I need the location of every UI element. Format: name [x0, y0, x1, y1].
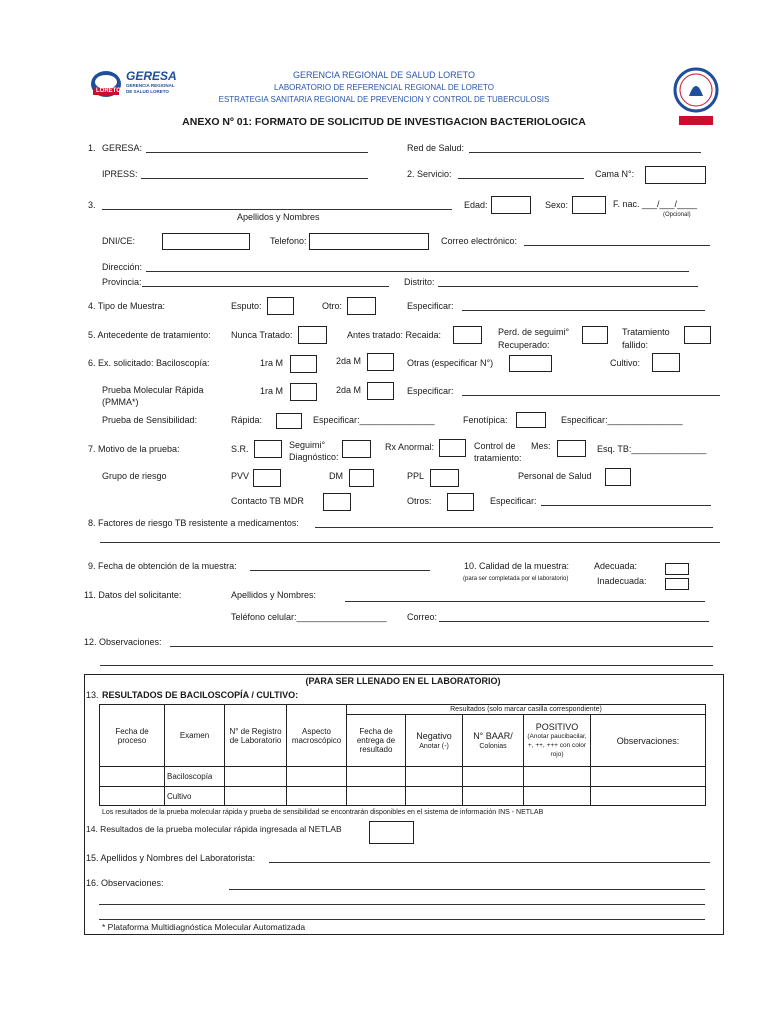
- pvv-checkbox[interactable]: [253, 469, 281, 487]
- cell[interactable]: [225, 787, 287, 806]
- ppl-checkbox[interactable]: [430, 469, 459, 487]
- row-cultivo: Cultivo: [165, 787, 225, 806]
- personal-salud-label: Personal de Salud: [518, 471, 592, 481]
- factores-field-1[interactable]: [315, 527, 713, 528]
- col-fecha-entrega: Fecha de entrega de resultado: [347, 715, 406, 767]
- cell[interactable]: [347, 767, 406, 787]
- fenotipica-especificar: Especificar:_______________: [561, 415, 683, 425]
- edad-box[interactable]: [491, 196, 531, 214]
- fallido-label-2: fallido:: [622, 340, 649, 350]
- observaciones-label: 12. Observaciones:: [84, 637, 162, 647]
- otro-checkbox[interactable]: [347, 297, 376, 315]
- rapida-checkbox[interactable]: [276, 413, 302, 429]
- seguimiento-label-1: Seguimi°: [289, 440, 326, 450]
- baar-label: N° BAAR/: [473, 731, 513, 741]
- solicitante-nombres-field[interactable]: [345, 601, 705, 602]
- lab-observaciones-label: 16. Observaciones:: [86, 878, 164, 888]
- cultivo-label: Cultivo:: [610, 358, 641, 368]
- dm-checkbox[interactable]: [349, 469, 374, 487]
- dm-label: DM: [329, 471, 343, 481]
- baar-sub: Colonias: [479, 743, 507, 750]
- mes-box[interactable]: [557, 440, 586, 457]
- geresa-field[interactable]: [146, 152, 368, 153]
- fallido-label-1: Tratamiento: [622, 327, 670, 337]
- r4-especificar-label: Especificar:: [407, 301, 454, 311]
- correo-field[interactable]: [524, 245, 710, 246]
- observaciones-field-1[interactable]: [170, 646, 713, 647]
- rx-checkbox[interactable]: [439, 439, 466, 457]
- calidad-label: 10. Calidad de la muestra:: [464, 561, 570, 571]
- r4-especificar-field[interactable]: [462, 310, 705, 311]
- bac-2da-label: 2da M: [336, 356, 362, 366]
- col-negativo: [406, 715, 463, 767]
- cama-box[interactable]: [645, 166, 706, 184]
- logo-sub1: GERENCIA REGIONAL: [126, 83, 175, 88]
- esputo-checkbox[interactable]: [267, 297, 294, 315]
- ex-solicitado-label: 6. Ex. solicitado: Baciloscopía:: [88, 358, 210, 368]
- ipress-field[interactable]: [141, 178, 368, 179]
- red-salud-field[interactable]: [469, 152, 701, 153]
- fallido-checkbox[interactable]: [684, 326, 711, 344]
- perdida-label-2: Recuperado:: [498, 340, 550, 350]
- pmr-especificar-label: Especificar:: [407, 386, 454, 396]
- sr-label: S.R.: [231, 444, 249, 454]
- bac-1ra-checkbox[interactable]: [290, 355, 317, 373]
- nunca-tratado-label: Nunca Tratado:: [231, 330, 293, 340]
- provincia-field[interactable]: [142, 286, 389, 287]
- bac-1ra-label: 1ra M: [260, 358, 284, 368]
- col-positivo: [524, 715, 591, 767]
- negativo-sub: Anotar (-): [419, 743, 449, 750]
- cell[interactable]: [524, 767, 591, 787]
- netlab-note: Los resultados de la prueba molecular rápida y prueba de sensibilidad se encontrarán disponibles en el sistema de información INS - NETLAB: [102, 809, 544, 816]
- cell[interactable]: [406, 787, 463, 806]
- cell[interactable]: [524, 787, 591, 806]
- factores-field-2[interactable]: [100, 542, 720, 543]
- col-fecha-proceso: Fecha de proceso: [100, 705, 165, 767]
- contacto-label: Contacto TB MDR: [231, 496, 304, 506]
- seguimiento-label-2: Diagnóstico:: [289, 452, 339, 462]
- results-table: [99, 704, 706, 806]
- servicio-label: 2. Servicio:: [407, 169, 452, 179]
- r3-num: 3.: [88, 200, 96, 210]
- personal-salud-checkbox[interactable]: [605, 468, 631, 486]
- recaida-checkbox[interactable]: [453, 326, 482, 344]
- perdida-label-1: Perd. de seguimi°: [498, 327, 570, 337]
- otros-label: Otros:: [407, 496, 432, 506]
- sexo-box[interactable]: [572, 196, 606, 214]
- apellidos-caption: Apellidos y Nombres: [237, 212, 320, 222]
- solicitante-correo-label: Correo:: [407, 612, 438, 622]
- pvv-label: PVV: [231, 471, 250, 481]
- cell[interactable]: [591, 767, 706, 787]
- red-salud-label: Red de Salud:: [407, 143, 465, 153]
- positivo-label: POSITIVO: [535, 722, 579, 732]
- pmr-label-2: (PMMA*): [102, 397, 139, 407]
- telefono-box[interactable]: [309, 233, 429, 250]
- mes-label: Mes:: [531, 441, 551, 451]
- positivo-sub: (Anotar paucibacilar, +, ++, +++ con color rojo): [527, 733, 587, 758]
- opcional-note: (Opcional): [663, 212, 691, 218]
- seguimiento-checkbox[interactable]: [342, 440, 371, 458]
- inadecuada-checkbox[interactable]: [665, 578, 689, 590]
- direccion-field[interactable]: [146, 271, 689, 272]
- fenotipica-label: Fenotípica:: [463, 415, 508, 425]
- r13-num: 13.: [86, 690, 99, 700]
- cell[interactable]: [100, 787, 165, 806]
- sensibilidad-label: Prueba de Sensibilidad:: [102, 415, 198, 425]
- header-line-1: GERENCIA REGIONAL DE SALUD LORETO: [292, 70, 476, 80]
- fecha-obtencion-field[interactable]: [250, 570, 430, 571]
- nunca-tratado-checkbox[interactable]: [298, 326, 327, 344]
- esquema-label: Esq. TB:_______________: [597, 444, 707, 454]
- pmr-label-1: Prueba Molecular Rápida: [102, 385, 204, 395]
- adecuada-checkbox[interactable]: [665, 563, 689, 575]
- row-baciloscopia: Baciloscopía: [165, 767, 225, 787]
- pmr-2da-checkbox[interactable]: [367, 382, 394, 400]
- fnac-label: F. nac. ___/___/____: [613, 199, 698, 209]
- inadecuada-label: Inadecuada:: [597, 576, 647, 586]
- dni-box[interactable]: [162, 233, 250, 250]
- esputo-label: Esputo:: [231, 301, 262, 311]
- cell[interactable]: [100, 767, 165, 787]
- calidad-sub: (para ser completada por el laboratorio): [463, 576, 569, 582]
- results-header: Resultados (solo marcar casilla correspondiente): [347, 705, 706, 715]
- cultivo-checkbox[interactable]: [652, 353, 680, 372]
- pmr-2da-label: 2da M: [336, 385, 362, 395]
- fecha-obtencion-label: 9. Fecha de obtención de la muestra:: [88, 561, 237, 571]
- col-registro: N° de Registro de Laboratorio: [225, 705, 287, 767]
- observaciones-field-2[interactable]: [100, 665, 713, 666]
- factores-label: 8. Factores de riesgo TB resistente a medicamentos:: [88, 518, 299, 528]
- col-aspecto: Aspecto macroscópico: [287, 705, 347, 767]
- cell[interactable]: [287, 787, 347, 806]
- page-title: ANEXO Nº 01: FORMATO DE SOLICITUD DE INVESTIGACION BACTERIOLOGICA: [182, 116, 586, 128]
- pmr-1ra-checkbox[interactable]: [290, 383, 317, 401]
- lab-observaciones-field-2[interactable]: [99, 904, 705, 905]
- direccion-label: Dirección:: [102, 262, 143, 272]
- provincia-label: Provincia:: [102, 277, 142, 287]
- footnote: * Plataforma Multidiagnóstica Molecular Automatizada: [102, 922, 306, 932]
- cell[interactable]: [225, 767, 287, 787]
- motivo-label: 7. Motivo de la prueba:: [88, 444, 180, 454]
- distrito-field[interactable]: [438, 286, 698, 287]
- fenotipica-checkbox[interactable]: [516, 412, 546, 428]
- cell[interactable]: [347, 787, 406, 806]
- col-observaciones: Observaciones:: [591, 715, 706, 767]
- otro-label: Otro:: [322, 301, 343, 311]
- antecedente-label: 5. Antecedente de tratamiento:: [88, 330, 211, 340]
- lab-observaciones-field-1[interactable]: [229, 889, 705, 890]
- lab-observaciones-field-3[interactable]: [99, 919, 705, 920]
- dni-label: DNI/CE:: [102, 236, 136, 246]
- control-label-1: Control de: [474, 441, 516, 451]
- header-line-2: LABORATORIO DE REFERENCIAL REGIONAL DE LORETO: [274, 83, 494, 92]
- rx-label: Rx Anormal:: [385, 442, 435, 452]
- bac-2da-checkbox[interactable]: [367, 353, 394, 371]
- tipo-muestra-label: 4. Tipo de Muestra:: [88, 301, 166, 311]
- otros-checkbox[interactable]: [447, 493, 474, 511]
- logo-title: GERESA: [126, 69, 177, 83]
- control-label-2: tratamiento:: [474, 453, 522, 463]
- col-baar: [463, 715, 524, 767]
- header-line-3: ESTRATEGIA SANITARIA REGIONAL DE PREVENCION Y CONTROL DE TUBERCULOSIS: [218, 95, 550, 104]
- sr-checkbox[interactable]: [254, 440, 282, 458]
- solicitante-label: 11. Datos del solicitante:: [84, 590, 182, 600]
- laboratorista-label: 15. Apellidos y Nombres del Laboratorista:: [86, 853, 256, 863]
- edad-label: Edad:: [464, 200, 488, 210]
- distrito-label: Distrito:: [404, 277, 435, 287]
- laboratorista-field[interactable]: [269, 862, 710, 863]
- otras-label: Otras (especificar N°): [407, 358, 494, 368]
- telefono-celular-label: Teléfono celular:__________________: [231, 612, 387, 622]
- col-examen: Examen: [165, 705, 225, 767]
- contacto-checkbox[interactable]: [323, 493, 351, 511]
- resultados-label: RESULTADOS DE BACILOSCOPÍA / CULTIVO:: [102, 690, 299, 700]
- cell[interactable]: [287, 767, 347, 787]
- cell[interactable]: [463, 767, 524, 787]
- otros-especificar-field[interactable]: [541, 505, 711, 506]
- correo-label: Correo electrónico:: [441, 236, 518, 246]
- logo-badge: LORETO: [96, 88, 121, 94]
- pmr-1ra-label: 1ra M: [260, 386, 284, 396]
- ipress-label: IPRESS:: [102, 169, 138, 179]
- rapida-especificar: Especificar:_______________: [313, 415, 435, 425]
- cell[interactable]: [406, 767, 463, 787]
- negativo-label: Negativo: [416, 731, 452, 741]
- ppl-label: PPL: [407, 471, 425, 481]
- solicitante-correo-field[interactable]: [439, 621, 709, 622]
- logo-sub2: DE SALUD LORETO: [126, 89, 169, 94]
- pmr-especificar-field[interactable]: [462, 395, 720, 396]
- otros-especificar-label: Especificar:: [490, 496, 537, 506]
- netlab-result-label: 14. Resultados de la prueba molecular rápida ingresada al NETLAB: [86, 824, 342, 834]
- solicitante-nombres-label: Apellidos y Nombres:: [231, 590, 317, 600]
- rapida-label: Rápida:: [231, 415, 263, 425]
- geresa-label: GERESA:: [102, 143, 143, 153]
- sexo-label: Sexo:: [545, 200, 569, 210]
- lab-section-title: (PARA SER LLENADO EN EL LABORATORIO): [305, 676, 501, 686]
- telefono-label: Telefono:: [270, 236, 307, 246]
- servicio-field[interactable]: [458, 178, 584, 179]
- cell[interactable]: [463, 787, 524, 806]
- patient-name-field[interactable]: [102, 209, 452, 210]
- netlab-result-box[interactable]: [369, 821, 414, 844]
- r1-num: 1.: [88, 143, 96, 153]
- otras-box[interactable]: [509, 355, 552, 372]
- adecuada-label: Adecuada:: [594, 561, 638, 571]
- grupo-riesgo-label: Grupo de riesgo: [102, 471, 167, 481]
- perdida-checkbox[interactable]: [582, 326, 608, 344]
- cell[interactable]: [591, 787, 706, 806]
- cama-label: Cama N°:: [595, 169, 635, 179]
- antes-tratado-label: Antes tratado: Recaida:: [347, 330, 442, 340]
